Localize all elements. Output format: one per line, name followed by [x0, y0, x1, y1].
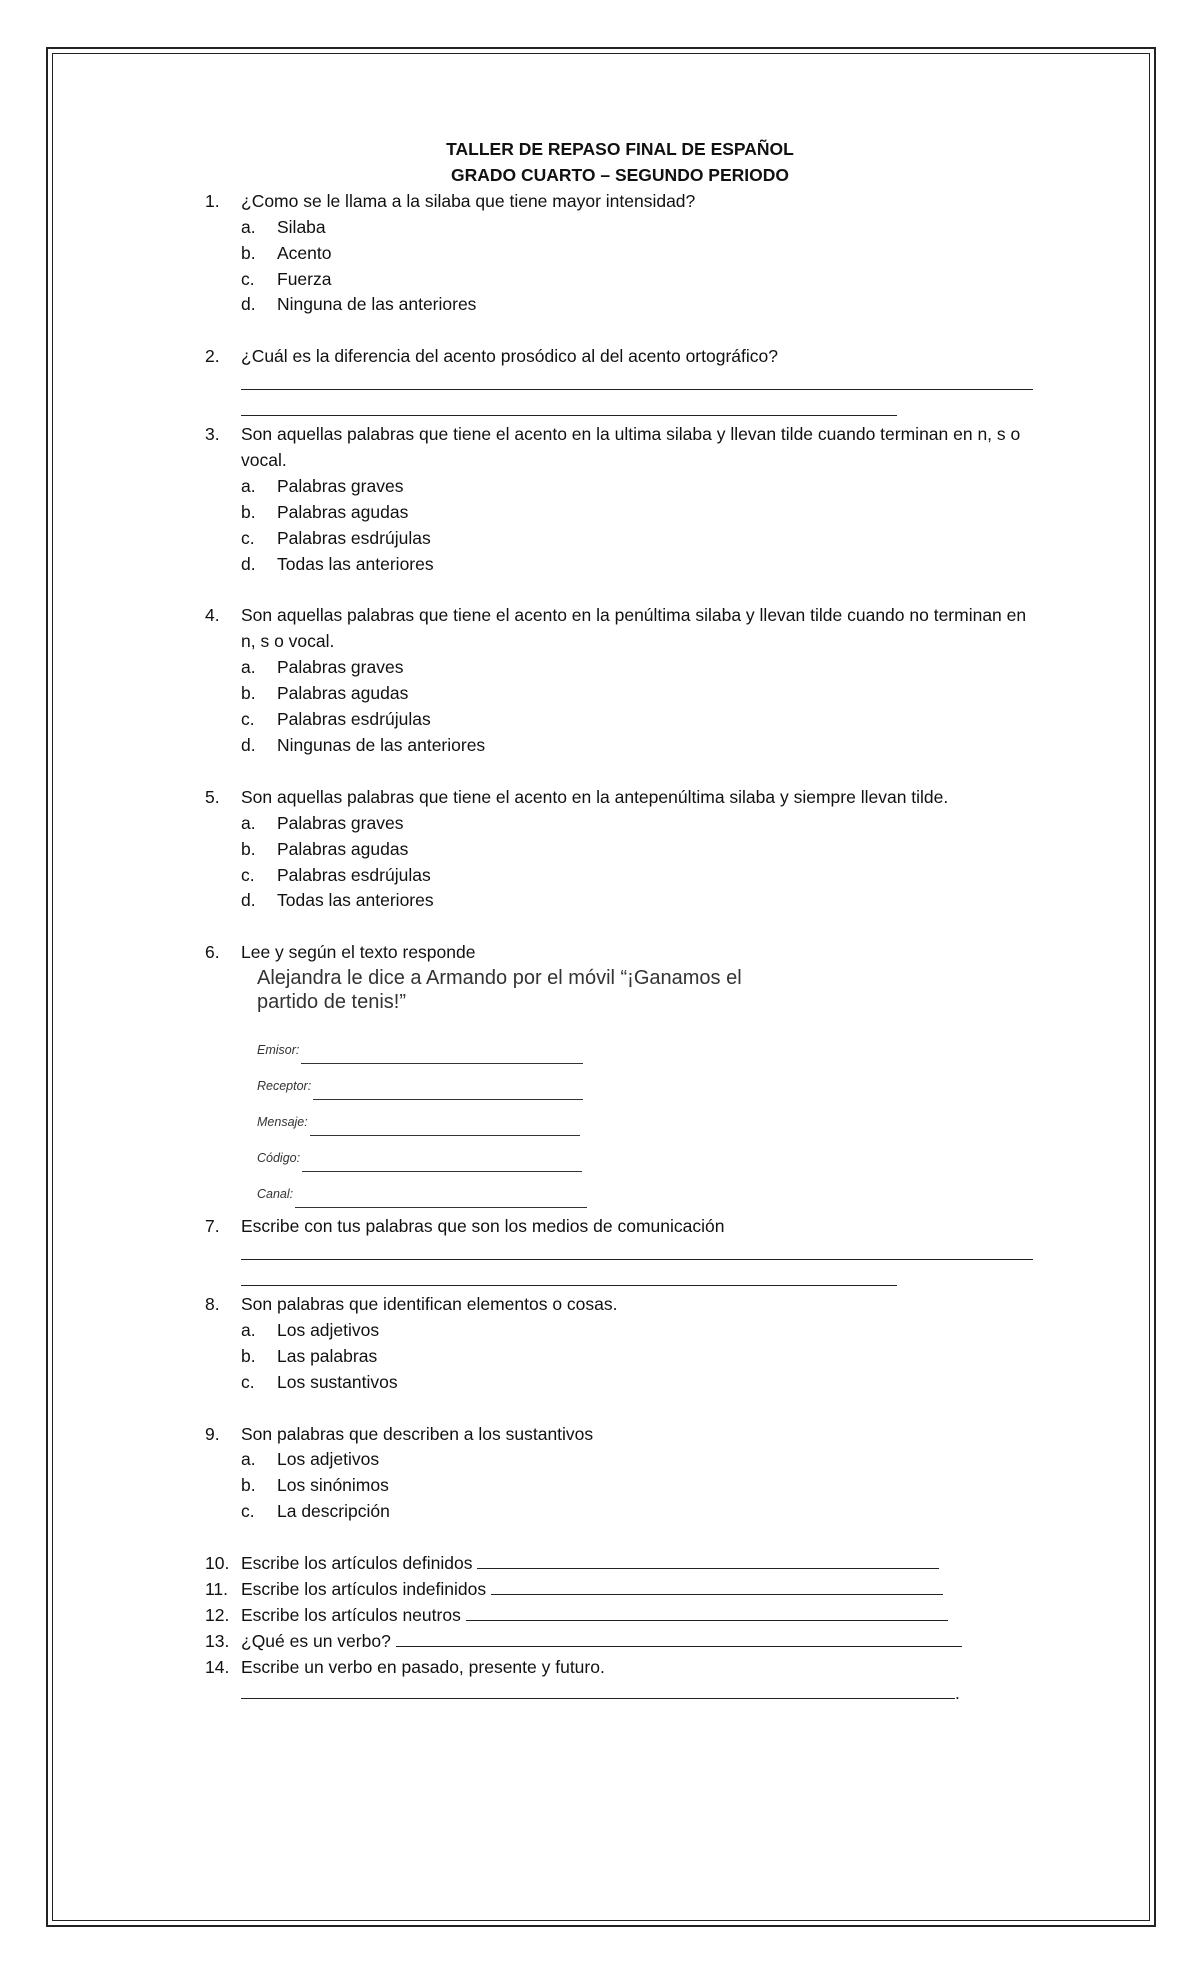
option-text: Silaba: [277, 216, 326, 237]
option[interactable]: [205, 552, 1035, 578]
question-text: Escribe con tus palabras que son los medios de comunicación: [241, 1216, 725, 1237]
answer-line[interactable]: [241, 1682, 955, 1699]
option-letter: a.: [241, 475, 256, 496]
question-text: Lee y según el texto responde: [241, 942, 476, 963]
option[interactable]: [205, 500, 1035, 526]
option-text: Palabras agudas: [277, 683, 409, 704]
question-number: 2.: [205, 346, 220, 367]
question-text: ¿Cuál es la diferencia del acento prosódico al del acento ortográfico?: [241, 346, 778, 367]
answer-line[interactable]: [302, 1159, 582, 1172]
question-7: [205, 1214, 1035, 1240]
question-text: Escribe los artículos indefinidos: [241, 1578, 487, 1599]
answer-line[interactable]: [241, 1266, 897, 1286]
option[interactable]: [205, 292, 1035, 318]
option-letter: a.: [241, 1319, 256, 1340]
question-6: [205, 940, 1035, 966]
question-10: [205, 1551, 1035, 1577]
option-text: Acento: [277, 242, 332, 263]
field-codigo: [257, 1136, 777, 1172]
question-number: 6.: [205, 942, 220, 963]
question-13: [205, 1629, 1035, 1655]
option[interactable]: [205, 837, 1035, 863]
option-text: Ninguna de las anteriores: [277, 294, 477, 315]
option-text: Ningunas de las anteriores: [277, 735, 486, 755]
option[interactable]: [205, 1318, 1035, 1344]
option-letter: a.: [241, 216, 256, 237]
question-number: 11.: [205, 1578, 229, 1599]
option[interactable]: [205, 267, 1035, 293]
option-letter: b.: [241, 683, 256, 704]
title-line-1: TALLER DE REPASO FINAL DE ESPAÑOL: [446, 139, 794, 159]
option-letter: c.: [241, 709, 255, 730]
question-text: Escribe los artículos definidos: [241, 1553, 473, 1574]
option-text: Todas las anteriores: [277, 553, 434, 574]
option-text: Fuerza: [277, 268, 332, 289]
option-text: Palabras graves: [277, 812, 404, 833]
option-letter: b.: [241, 1475, 256, 1496]
question-number: 12.: [205, 1604, 230, 1625]
question-number: 10.: [205, 1553, 230, 1574]
option-text: Todas las anteriores: [277, 890, 434, 911]
question-2: [205, 344, 1035, 370]
option[interactable]: [205, 215, 1035, 241]
question-text: Son aquellas palabras que tiene el acento en la penúltima silaba y llevan tilde cuando no terminan en n, s o vocal.: [241, 605, 1027, 652]
answer-line[interactable]: [313, 1087, 583, 1100]
field-label: Receptor:: [257, 1079, 312, 1094]
question-text: Son palabras que identifican elementos o cosas.: [241, 1294, 618, 1315]
option-letter: c.: [241, 527, 255, 548]
communication-figure: [257, 966, 777, 1208]
option-letter: c.: [241, 1371, 255, 1392]
question-number: 3.: [205, 424, 220, 445]
field-mensaje: [257, 1100, 777, 1136]
option-text: Los adjetivos: [277, 1319, 380, 1340]
answer-line[interactable]: [310, 1123, 580, 1136]
question-text: ¿Qué es un verbo?: [241, 1630, 391, 1651]
option[interactable]: [205, 681, 1035, 707]
option-letter: c.: [241, 1501, 255, 1522]
option-text: Palabras esdrújulas: [277, 709, 431, 730]
option[interactable]: [205, 811, 1035, 837]
option-text: Palabras graves: [277, 475, 404, 496]
answer-line[interactable]: [241, 396, 897, 416]
question-number: 9.: [205, 1423, 220, 1444]
option[interactable]: [205, 526, 1035, 552]
field-emisor: [257, 1028, 777, 1064]
option-text: Los adjetivos: [277, 1449, 380, 1470]
question-text: Son palabras que describen a los sustantivos: [241, 1423, 594, 1444]
question-12: [205, 1603, 1035, 1629]
option-letter: a.: [241, 657, 256, 678]
question-number: 7.: [205, 1216, 220, 1237]
option-letter: d.: [241, 553, 256, 574]
question-11: [205, 1577, 1035, 1603]
answer-line[interactable]: [241, 370, 1033, 390]
option[interactable]: [205, 474, 1035, 500]
option[interactable]: [205, 733, 1035, 759]
question-number: 8.: [205, 1294, 220, 1315]
option[interactable]: [205, 655, 1035, 681]
option-text: Los sinónimos: [277, 1475, 389, 1496]
question-text: Son aquellas palabras que tiene el acento en la ultima silaba y llevan tilde cuando terminan en n, s o vocal.: [241, 424, 1021, 471]
question-text: Escribe un verbo en pasado, presente y futuro.: [241, 1656, 605, 1677]
question-number: 14.: [205, 1656, 230, 1677]
option-letter: b.: [241, 501, 256, 522]
option[interactable]: [205, 1344, 1035, 1370]
question-14: [205, 1655, 1035, 1681]
field-label: Código:: [257, 1151, 301, 1166]
field-label: Emisor:: [257, 1043, 300, 1058]
option-letter: c.: [241, 268, 255, 289]
title-line-2: GRADO CUARTO – SEGUNDO PERIODO: [450, 164, 790, 185]
field-label: Canal:: [257, 1187, 294, 1202]
option[interactable]: [205, 1447, 1035, 1473]
option[interactable]: [205, 863, 1035, 889]
question-number: 5.: [205, 786, 220, 807]
option[interactable]: [205, 707, 1035, 733]
option-letter: a.: [241, 1449, 256, 1470]
worksheet: [205, 137, 1035, 1707]
question-1: [205, 189, 1035, 215]
option-text: Palabras agudas: [277, 501, 409, 522]
question-number: 1.: [205, 190, 220, 211]
option[interactable]: [205, 1473, 1035, 1499]
option-text: La descripción: [277, 1501, 390, 1522]
option-letter: d.: [241, 735, 256, 755]
option-text: Palabras graves: [277, 657, 404, 678]
question-text: Son aquellas palabras que tiene el acento en la antepenúltima silaba y siempre llevan tilde.: [241, 786, 949, 807]
answer-line[interactable]: [241, 1240, 1033, 1260]
answer-line[interactable]: [466, 1604, 948, 1621]
field-canal: [257, 1172, 777, 1208]
answer-line[interactable]: [477, 1552, 939, 1569]
question-3: [205, 422, 1035, 474]
answer-line[interactable]: [301, 1051, 583, 1064]
answer-line[interactable]: [491, 1578, 943, 1595]
field-receptor: [257, 1064, 777, 1100]
option[interactable]: [205, 1370, 1035, 1396]
option-letter: d.: [241, 890, 256, 911]
option-text: Palabras esdrújulas: [277, 527, 431, 548]
question-4: [205, 603, 1035, 655]
question-text: ¿Como se le llama a la silaba que tiene mayor intensidad?: [241, 190, 696, 211]
answer-line[interactable]: [396, 1630, 962, 1647]
option-letter: b.: [241, 1345, 256, 1366]
field-label: Mensaje:: [257, 1115, 308, 1130]
option-text: Los sustantivos: [277, 1371, 398, 1392]
option-text: Palabras agudas: [277, 838, 409, 859]
figure-text: Alejandra le dice a Armando por el móvil “¡Ganamos el partido de tenis!”: [257, 967, 742, 1014]
answer-line[interactable]: [295, 1195, 587, 1208]
question-9: [205, 1422, 1035, 1448]
question-text: Escribe los artículos neutros: [241, 1604, 461, 1625]
option-text: Las palabras: [277, 1345, 378, 1366]
option-letter: c.: [241, 864, 255, 885]
option-letter: b.: [241, 838, 256, 859]
question-8: [205, 1292, 1035, 1318]
question-number: 13.: [205, 1630, 230, 1651]
option-letter: b.: [241, 242, 256, 263]
option[interactable]: [205, 888, 1035, 914]
line-end-period: .: [955, 1682, 960, 1703]
question-number: 4.: [205, 605, 220, 626]
option[interactable]: [205, 241, 1035, 267]
option-letter: d.: [241, 294, 256, 315]
option-text: Palabras esdrújulas: [277, 864, 431, 885]
option[interactable]: [205, 1499, 1035, 1525]
question-5: [205, 785, 1035, 811]
option-letter: a.: [241, 812, 256, 833]
